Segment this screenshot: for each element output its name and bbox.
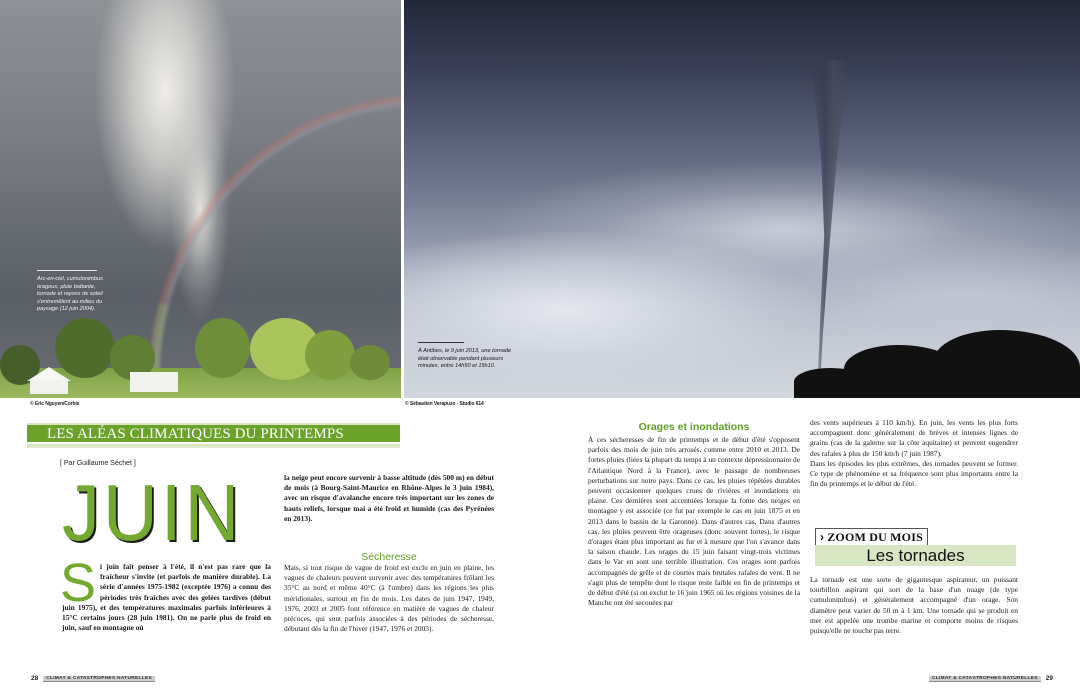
magazine-title-left: CLIMAT & CATASTROPHES NATURELLES <box>43 676 155 682</box>
tree <box>350 345 390 380</box>
tornades-intro-text: Dans les épisodes les plus extrêmes, des tornades peuvent se former. Ce type de phénomène et sa fréquence sont plus importants entre la fin du printemps et le début de l'été. <box>810 458 1018 489</box>
drop-cap: S <box>60 553 97 613</box>
page-number-right: 29 <box>1045 675 1053 682</box>
byline: [ Par Guillaume Séchet ] <box>60 460 136 467</box>
footer-right <box>929 675 1053 682</box>
secheresse-paragraph: Mais, si tout risque de vague de froid est exclu en juin en plaine, les vagues de chaleurs peuvent survenir avec des températures frôlant les 35°C au nord et même 40°C (à l'ombre) dans les régions les plus méridionales, surtout en fin de mois. Les dates de juin 1947, 1949, 1976, 2003 et 2005 font référence en matière de vagues de chaleur précoces, qui sont parfois associées à des périodes de sécheresse, débutant dès la fin de l'hiver (1947, 1976 et 2003). <box>284 563 494 634</box>
photo-tornado-rainbow <box>0 0 401 398</box>
intro-paragraph <box>60 553 271 633</box>
zoom-tab-label: ZOOM DU MOIS <box>827 530 923 544</box>
house <box>130 372 178 392</box>
magazine-title-right: CLIMAT & CATASTROPHES NATURELLES <box>929 676 1041 682</box>
tree-silhouette <box>934 330 1080 398</box>
section-banner: LES ALÉAS CLIMATIQUES DU PRINTEMPS <box>27 423 400 446</box>
tornado-funnel <box>809 60 849 380</box>
caption-rule <box>418 342 464 343</box>
zoom-title: Les tornades <box>815 545 1016 566</box>
photo-credit-left: © Eric Nguyen/Corbis <box>30 401 80 407</box>
zoom-du-mois-tab <box>815 528 928 546</box>
house <box>30 380 68 394</box>
photo-tornado-antibes <box>404 0 1080 398</box>
footer-left <box>31 675 155 682</box>
zoom-paragraph: La tornade est une sorte de gigantesque aspirateur, un puissant tourbillon aspirant qui sort de la base d'un nuage (de type cumulonimbus) et généralement accompagné d'un orage. Son diamètre peut varier de 50 m à 1 km. Une tornade qui se produit en mer est appelée une trombe marine et comporte moins de risques puisqu'elle ne touche pas terre. <box>810 575 1018 636</box>
house-roof <box>27 367 71 381</box>
intro-continued: la neige peut encore survenir à basse altitude (dès 500 m) en début de mois (à Bourg-Saint-Maurice en Rhône-Alpes le 3 juin 1984), avec un risque d'avalanche encore très important sur les zones de hauts reliefs, lorsque mai a été froid et humide (cas des Pyrénées en 2013). <box>284 473 494 523</box>
photo-caption-left <box>37 270 112 314</box>
orages-continued-text: des vents supérieurs à 110 km/h). En juin, les vents les plus forts accompagnent donc généralement de brèves et intenses lignes de grains (cas de la galerne sur la côte aquitaine) et peuvent engendrer des rafales à plus de 150 km/h (7 juin 1987). <box>810 418 1018 458</box>
page-number-left: 28 <box>31 675 39 682</box>
tree <box>195 318 250 378</box>
caption-text: Arc-en-ciel, cumulonimbus orageux, pluie battante, tornade et rayons de soleil s'entremêlent au milieu du paysage (12 juin 2004). <box>37 276 103 313</box>
intro-text: i juin fait penser à l'été, il n'est pas rare que la fraîcheur s'invite (et parfois de manière durable). La série d'années 1975-1982 (exceptée 1976) a connu des périodes très fraîches avec des gelées tardives (début juin 1975), et des températures maximales parfois inférieures à 15°C certains jours (28 juin 1981). On ne parle plus de froid en juin, sauf en montagne où <box>62 562 271 633</box>
orages-paragraph: À ces sécheresses de fin de printemps et de début d'été s'opposent parfois des mois de juin très arrosés, comme entre 2010 et 2013. De fortes pluies (liées la plupart du temps à un contexte dépressionnaire de l'Atlantique Nord à la France), avec le passage de nombreuses perturbations sur notre pays. Dans ce cas, les pluies répétées durables peuvent occasionner quelques crues de rivières et inondations en plaine. Ces dernières sont accentuées lorsque la fonte des neiges en montagne y est associée (ce fut par exemple le cas en juin 1875 et en 2013 dans le bassin de la Garonne). Dans d'autres cas, Dans d'autres cas, les pluies peuvent être orageuses (donc souvent fortes), le risque d'orages étant plus important au fur et à mesure que l'on s'avance dans la saison chaude. Les orages du 15 juin faisant vingt-trois victimes dans le Var en sont une terrible illustration. Ces orages sont parfois accompagnés de grêle et de courtes mais brutales rafales de vent. Il ne s'agit plus de tempête dont le risque reste faible en fin de printemps et de début d'été (si on exclut le 16 juin 1965 où les régions voisines de la Manche ont été secouées par <box>588 435 800 608</box>
page-title: JUIN <box>62 468 243 557</box>
subhead-orages: Orages et inondations <box>638 421 750 433</box>
subhead-secheresse: Sécheresse <box>361 551 417 563</box>
caption-text: À Antibes, le 9 juin 2013, une tornade était observable pendant plusieurs minutes, entre 14h50 et 15h10. <box>418 348 512 370</box>
caption-rule <box>37 270 97 271</box>
photo-caption-right <box>418 342 518 371</box>
tree <box>305 330 355 380</box>
chevron-right-icon: › <box>820 530 825 544</box>
banner-underline <box>27 446 400 448</box>
photo-credit-right: © Sébastien Verapuzo - Studio 614 <box>405 401 484 407</box>
orages-continued <box>810 418 1018 489</box>
